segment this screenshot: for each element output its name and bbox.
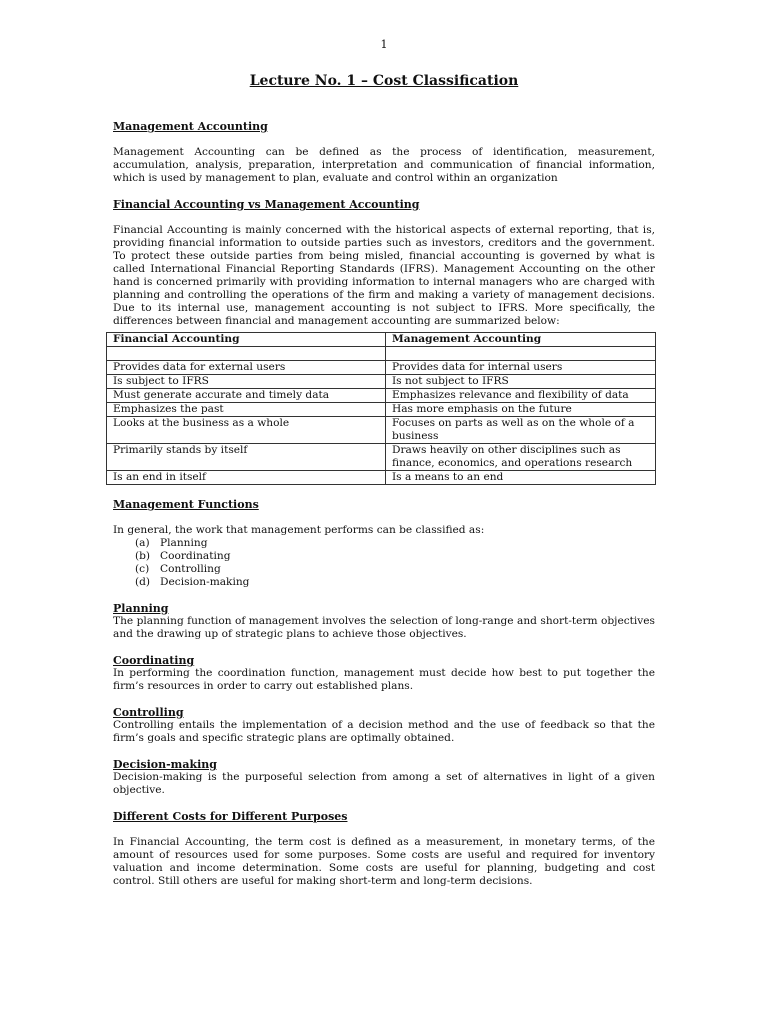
table-cell: Is a means to an end xyxy=(386,471,656,485)
table-row xyxy=(107,361,656,375)
table-cell: Emphasizes the past xyxy=(107,403,386,417)
heading-decision-making: Decision-making xyxy=(113,758,217,771)
table-cell: Is subject to IFRS xyxy=(107,375,386,389)
table-header-cell: Management Accounting xyxy=(386,333,656,347)
table-cell xyxy=(107,347,386,361)
heading-management-accounting: Management Accounting xyxy=(113,120,268,133)
comparison-table xyxy=(106,332,656,485)
list-item: (d) Decision-making xyxy=(135,576,250,588)
page-title: Lecture No. 1 – Cost Classification xyxy=(249,73,519,89)
list-item: (a) Planning xyxy=(135,537,208,549)
table-cell: Is an end in itself xyxy=(107,471,386,485)
table-header-row xyxy=(107,333,656,347)
document-body xyxy=(113,120,655,888)
heading-coordinating: Coordinating xyxy=(113,654,195,667)
table-cell: Draws heavily on other disciplines such as finance, economics, and operations research xyxy=(386,444,656,471)
heading-different-costs: Different Costs for Different Purposes xyxy=(113,810,348,823)
paragraph-planning: The planning function of management involves the selection of long-range and short-term objectives and the drawing up of strategic plans to achieve those objectives. xyxy=(113,615,655,640)
table-cell: Is not subject to IFRS xyxy=(386,375,656,389)
table-row xyxy=(107,347,656,361)
table-cell xyxy=(386,347,656,361)
paragraph-management-accounting: Management Accounting can be defined as the process of identification, measurement, accumulation, analysis, preparation, interpretation and communication of financial information, which is used by management to plan, evaluate and control within an organization xyxy=(113,146,655,184)
list-item: (b) Coordinating xyxy=(135,550,231,562)
table-row xyxy=(107,375,656,389)
table-cell: Emphasizes relevance and flexibility of data xyxy=(386,389,656,403)
table-row xyxy=(107,444,656,471)
table-header-cell: Financial Accounting xyxy=(107,333,386,347)
table-cell: Primarily stands by itself xyxy=(107,444,386,471)
paragraph-fa-vs-ma: Financial Accounting is mainly concerned with the historical aspects of external reporting, that is, providing financial information to outside parties such as investors, creditors and the government. To protect these outside parties from being misled, financial accounting is governed by what is called International Financial Reporting Standards (IFRS). Management Accounting on the other hand is concerned primarily with providing information to internal managers who are charged with planning and controlling the operations of the firm and making a variety of management decisions. Due to its internal use, management accounting is not subject to IFRS. More specifically, the differences between financial and management accounting are summarized below: xyxy=(113,224,655,327)
table-cell: Looks at the business as a whole xyxy=(107,417,386,444)
table-cell: Provides data for external users xyxy=(107,361,386,375)
heading-planning: Planning xyxy=(113,602,169,615)
paragraph-different-costs: In Financial Accounting, the term cost is defined as a measurement, in monetary terms, of the amount of resources used for some purposes. Some costs are useful and required for inventory valuation and income determination. Some costs are useful for planning, budgeting and cost control. Still others are useful for making short-term and long-term decisions. xyxy=(113,836,655,887)
table-row xyxy=(107,471,656,485)
table-cell: Has more emphasis on the future xyxy=(386,403,656,417)
heading-fa-vs-ma: Financial Accounting vs Management Accounting xyxy=(113,198,420,211)
heading-management-functions: Management Functions xyxy=(113,498,259,511)
table-row xyxy=(107,417,656,444)
page-number: 1 xyxy=(380,38,388,51)
paragraph-management-functions-intro: In general, the work that management performs can be classified as: xyxy=(113,524,485,536)
table-row xyxy=(107,403,656,417)
heading-controlling: Controlling xyxy=(113,706,184,719)
table-cell: Must generate accurate and timely data xyxy=(107,389,386,403)
paragraph-decision-making: Decision-making is the purposeful selection from among a set of alternatives in light of a given objective. xyxy=(113,771,655,796)
table-cell: Focuses on parts as well as on the whole of a business xyxy=(386,417,656,444)
table-row xyxy=(107,389,656,403)
paragraph-controlling: Controlling entails the implementation of a decision method and the use of feedback so that the firm’s goals and specific strategic plans are optimally obtained. xyxy=(113,719,655,744)
list-item: (c) Controlling xyxy=(135,563,221,575)
table-cell: Provides data for internal users xyxy=(386,361,656,375)
management-functions-list xyxy=(113,537,655,589)
paragraph-coordinating: In performing the coordination function, management must decide how best to put together the firm’s resources in order to carry out established plans. xyxy=(113,667,655,692)
